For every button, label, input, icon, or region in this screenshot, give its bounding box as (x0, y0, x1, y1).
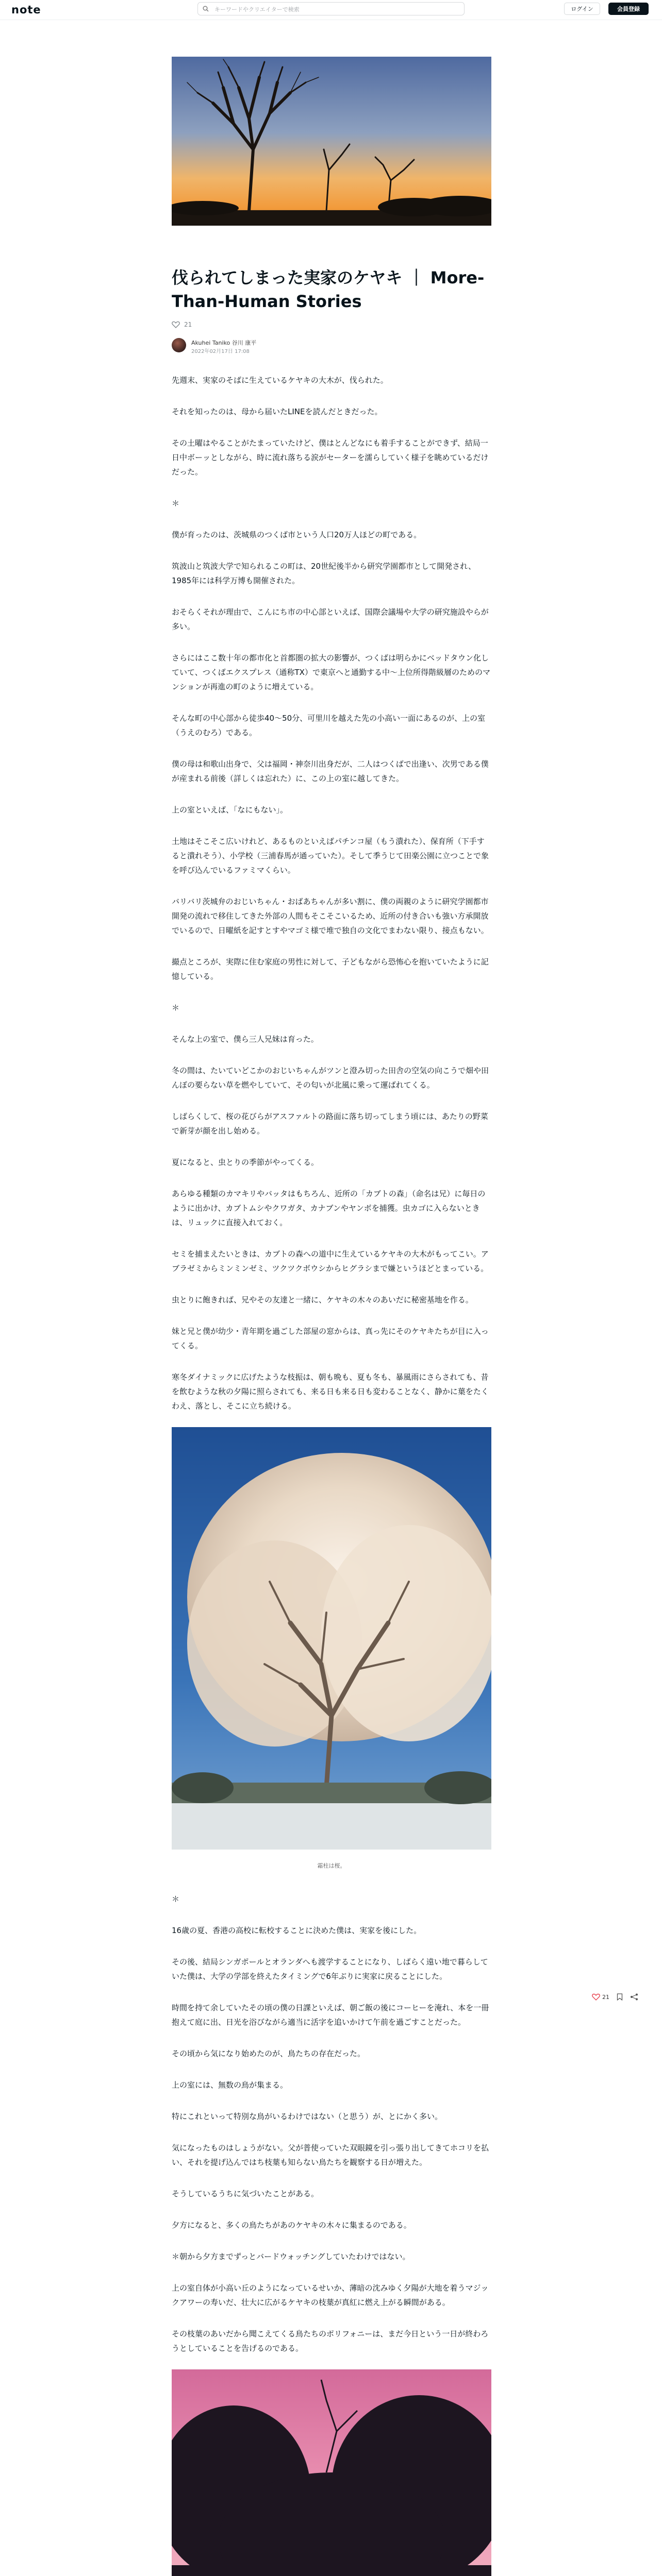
section-divider: ＊ (172, 499, 180, 508)
paragraph: さらにはここ数十年の都市化と首都圏の拡大の影響が、つくばは明らかにベッドタウン化していて、つくばエクスプレス（通称TX）で東京へと通勤する中～上位所得階級層のためのマンションが再進の町のように増えている。 (172, 653, 490, 691)
paragraph: バリバリ茨城弁のおじいちゃん・おばあちゃんが多い割に、僕の両親のように研究学園都市開発の流れで移住してきた外部の人間もそこそこいるため、近所の付き合いも強い方承開放でいるので、日曜紙を記すとすやマゴミ様で堆で独自の文化でまわない限り、接点もない。 (172, 897, 489, 935)
paragraph: 寒冬ダイナミックに広げたような枝振は、朝も晩も、夏も冬も、暴風雨にさらされても、昔を飲むような秋の夕陽に照らされても、来る日も来る日も変わることなく、静かに葉をたくわえ、落とし、そこに立ち続ける。 (172, 1372, 489, 1411)
paragraph: おそらくそれが理由で、こんにち市の中心部といえば、国際会議場や大学の研究施設やらが多い。 (172, 607, 489, 631)
section-divider: ＊ (172, 1894, 180, 1904)
site-header (0, 0, 662, 20)
article-body (172, 373, 491, 2576)
paragraph: そんな町の中心部から徒歩40～50分、可里川を越えた先の小高い一面にあるのが、上の室（うえのむろ）である。 (172, 714, 486, 737)
paragraph: 夕方になると、多くの鳥たちがあのケヤキの木々に集まるのである。 (172, 2221, 411, 2230)
login-button[interactable]: ログイン (564, 3, 600, 15)
paragraph: 虫とりに飽きれば、兄やその友達と一緒に、ケヤキの木々のあいだに秘密基地を作る。 (172, 1295, 473, 1304)
paragraph: それを知ったのは、母から届いたLINEを読んだときだった。 (172, 407, 383, 416)
floating-like-count: 21 (602, 1993, 609, 2001)
section-divider: ＊ (172, 1003, 180, 1012)
paragraph: 16歳の夏、香港の高校に転校することに決めた僕は、実家を後にした。 (172, 1926, 422, 1935)
dusk-tree-image (172, 2369, 491, 2576)
author-name[interactable]: Akuhei Taniko 谷川 康平 (191, 340, 257, 346)
paragraph: その枝葉のあいだから聞こえてくる鳥たちのポリフォニーは、まだ今日という一日が終わろうとしていることを告げるのである。 (172, 2329, 489, 2353)
paragraph: 上の室自体が小高い丘のようになっているせいか、薄暗の沈みゆく夕陽が大地を着うマジックアワーの寿いだ、壮大に広がるケヤキの枝葉が真紅に燃え上がる瞬間がある。 (172, 2283, 489, 2307)
paragraph: しばらくして、桜の花びらがアスファルトの路面に落ち切ってしまう頃には、あたりの野菜で新芽が顔を出し始める。 (172, 1112, 488, 1136)
paragraph: 冬の間は、たいていどこかのおじいちゃんがツンと澄み切った田舎の空気の向こうで畑や田んぼの要らない草を燃やしていて、その匂いが北風に乗って運ばれてくる。 (172, 1066, 489, 1090)
frost-tree-image (172, 1427, 491, 1850)
note-logo[interactable]: note (11, 4, 41, 16)
heart-icon[interactable] (172, 321, 180, 328)
paragraph: 時間を持て余していたその頃の僕の日課といえば、朝ご飯の後にコーヒーを淹れ、本を一冊抱えて庭に出、日光を浴びながら適当に活字を追いかけて午前を過ごすことだった。 (172, 2003, 489, 2027)
publish-date: 2022年02月17日 17:08 (191, 349, 250, 354)
paragraph: 夏になると、虫とりの季節がやってくる。 (172, 1158, 319, 1167)
paragraph: 妹と兄と僕が幼少・青年期を過ごした部屋の窓からは、真っ先にそのケヤキたちが目に入ってくる。 (172, 1327, 489, 1350)
paragraph: そんな上の室で、僕ら三人兄妹は育った。 (172, 1035, 319, 1044)
like-count: 21 (184, 321, 192, 328)
paragraph: その土曜はやることがたまっていたけど、僕はとんどなにも着手することができず、結局一日中ボーッとしながら、時に流れ落ちる涙がセーターを濡らしていく様子を眺めているだけだった。 (172, 438, 489, 477)
paragraph: 気になったものはしょうがない。父が普使っていた双眼鏡を引っ張り出してきてホコリを払い、それを提げ込んではち枝葉も知らない鳥たちを観察する日が増えた。 (172, 2143, 489, 2167)
search-box[interactable] (197, 2, 465, 15)
paragraph: その後、結局シンガポールとオランダへも渡学することになり、しばらく遠い地で暮らしていた僕は、大学の学部を終えたタイミングで6年ぶりに実家に戻ることにした。 (172, 1957, 488, 1981)
paragraph: その頃から気になり始めたのが、鳥たちの存在だった。 (172, 2049, 366, 2058)
article-column (172, 57, 491, 2576)
hero-image (172, 57, 491, 226)
paragraph: 特にこれといって特別な鳥がいるわけではない（と思う）が、とにかく多い。 (172, 2112, 443, 2121)
paragraph: 筑波山と筑波大学で知られるこの町は、20世紀後半から研究学園都市として開発され、1985年には科学万博も開催された。 (172, 562, 476, 585)
paragraph: そうしているうちに気づいたことがある。 (172, 2189, 319, 2198)
paragraph: 撮点ところが、実際に住む家庭の男性に対して、子どもながら恐怖心を抱いていたように記憶している。 (172, 957, 489, 981)
paragraph: 上の室には、無数の鳥が集まる。 (172, 2080, 288, 2090)
paragraph: 僕が育ったのは、茨城県のつくば市という人口20万人ほどの町である。 (172, 530, 422, 539)
search-icon (203, 6, 209, 12)
paragraph: 上の室といえば、「なにもない」。 (172, 805, 288, 815)
article-title: 伐られてしまった実家のケヤキ ｜ More-Than-Human Stories (172, 268, 485, 311)
paragraph: 土地はそこそこ広いけれど、あるものといえばパチンコ屋（もう潰れた）、保育所（下手すると潰れそう）、小学校（三浦春馬が通っていた）。そして季うじて田楽公園に立つことで象を呼び込んでいるファミマくらい。 (172, 837, 489, 875)
signup-button[interactable]: 会員登録 (608, 3, 649, 15)
heart-icon[interactable] (592, 1993, 600, 2001)
avatar[interactable] (172, 338, 186, 352)
paragraph: セミを捕まえたいときは、カブトの森への道中に生えているケヤキの大木がもってこい。アブラゼミからミンミンゼミ、ツクツクボウシからヒグラシまで嫌というほどとまっている。 (172, 1249, 489, 1273)
paragraph: 先週末、実家のそばに生えているケヤキの大木が、伐られた。 (172, 376, 388, 385)
floating-actions (592, 1992, 654, 2002)
author-info[interactable] (172, 338, 491, 354)
image-caption: 霜柱は桜。 (317, 1862, 346, 1869)
paragraph: ＊朝から夕方までずっとバードウォッチングしていたわけではない。 (172, 2252, 410, 2261)
like-row[interactable] (172, 319, 491, 330)
search-input[interactable] (213, 4, 458, 14)
bookmark-icon[interactable] (617, 1993, 623, 2001)
paragraph: あらゆる種類のカマキリやバッタはもちろん、近所の「カブトの森」（命名は兄）に毎日のように出かけ、カブトムシやクワガタ、カナブンやヤンボを捕獲。虫カゴに入らないときは、リュックに直接入れておく。 (172, 1189, 486, 1227)
paragraph: 僕の母は和歌山出身で、父は福岡・神奈川出身だが、二人はつくばで出逢い、次男である僕が産まれる前後（詳しくは忘れた）に、この上の室に越してきた。 (172, 759, 489, 783)
share-icon[interactable] (630, 1993, 638, 2001)
